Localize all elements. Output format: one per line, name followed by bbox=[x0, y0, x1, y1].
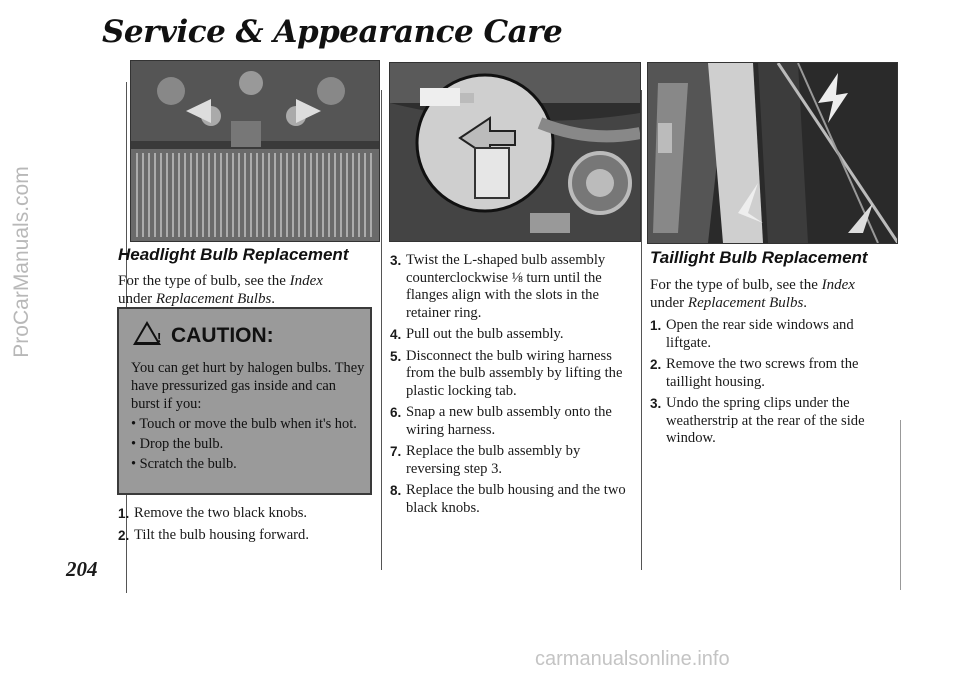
headlight-steps bbox=[118, 505, 378, 548]
column-divider-2 bbox=[641, 90, 642, 570]
caution-body bbox=[131, 359, 367, 473]
taillight-steps bbox=[650, 317, 895, 448]
headlight-intro: For the type of bulb, see the Index under Replacement Bulbs. bbox=[118, 273, 323, 307]
bulb-assembly-photo bbox=[389, 62, 641, 242]
caution-bullet: • Touch or move the bulb when it's hot. bbox=[131, 416, 357, 432]
right-margin-rule bbox=[900, 420, 901, 590]
index-ref: Index bbox=[821, 277, 855, 293]
taillight-section-title: Taillight Bulb Replacement bbox=[650, 248, 868, 267]
step-item: 4. Pull out the bulb assembly. bbox=[390, 326, 564, 342]
page-title: Service & Appearance Care bbox=[102, 14, 563, 50]
index-ref: Index bbox=[289, 273, 323, 289]
step-item: 2. Remove the two screws from the taillight housing. bbox=[650, 356, 859, 390]
column-divider-1 bbox=[381, 90, 382, 570]
caution-bullet: • Drop the bulb. bbox=[131, 436, 224, 452]
step-item: 6. Snap a new bulb assembly onto the wiring harness. bbox=[390, 404, 612, 438]
headlight-steps-continued bbox=[390, 252, 635, 521]
step-item: 5. Disconnect the bulb wiring harness from the bulb assembly by lifting the plastic locking tab. bbox=[390, 347, 623, 399]
headlight-section-title: Headlight Bulb Replacement bbox=[118, 245, 349, 264]
headlight-photo bbox=[130, 60, 380, 242]
step-item: 1. Open the rear side windows and liftgate. bbox=[650, 317, 854, 351]
side-watermark: ProCarManuals.com bbox=[10, 166, 33, 358]
caution-box bbox=[117, 307, 372, 495]
step-item: 1. Remove the two black knobs. bbox=[118, 505, 308, 521]
taillight-intro: For the type of bulb, see the Index under Replacement Bulbs. bbox=[650, 277, 855, 311]
caution-bullet: • Scratch the bulb. bbox=[131, 456, 237, 472]
step-item: 3. Undo the spring clips under the weatherstrip at the rear of the side window. bbox=[650, 395, 865, 446]
page-number: 204 bbox=[66, 557, 98, 581]
warning-triangle-icon: ! bbox=[133, 321, 161, 345]
replacement-bulbs-ref: Replacement Bulbs bbox=[155, 291, 272, 307]
step-item: 3. Twist the L-shaped bulb assembly counterclockwise ⅛ turn until the flanges align with the slots in the retainer ring. bbox=[390, 252, 606, 321]
step-item: 8. Replace the bulb housing and the two black knobs. bbox=[390, 482, 626, 516]
bottom-watermark: carmanualsonline.info bbox=[535, 648, 730, 670]
caution-title: ! CAUTION: bbox=[133, 321, 274, 348]
step-item: 2. Tilt the bulb housing forward. bbox=[118, 526, 309, 543]
caution-lead: You can get hurt by halogen bulbs. They have pressurized gas inside and can burst if you: bbox=[131, 360, 365, 412]
replacement-bulbs-ref: Replacement Bulbs bbox=[687, 295, 804, 311]
step-item: 7. Replace the bulb assembly by reversing step 3. bbox=[390, 443, 581, 477]
taillight-photo bbox=[647, 62, 898, 244]
